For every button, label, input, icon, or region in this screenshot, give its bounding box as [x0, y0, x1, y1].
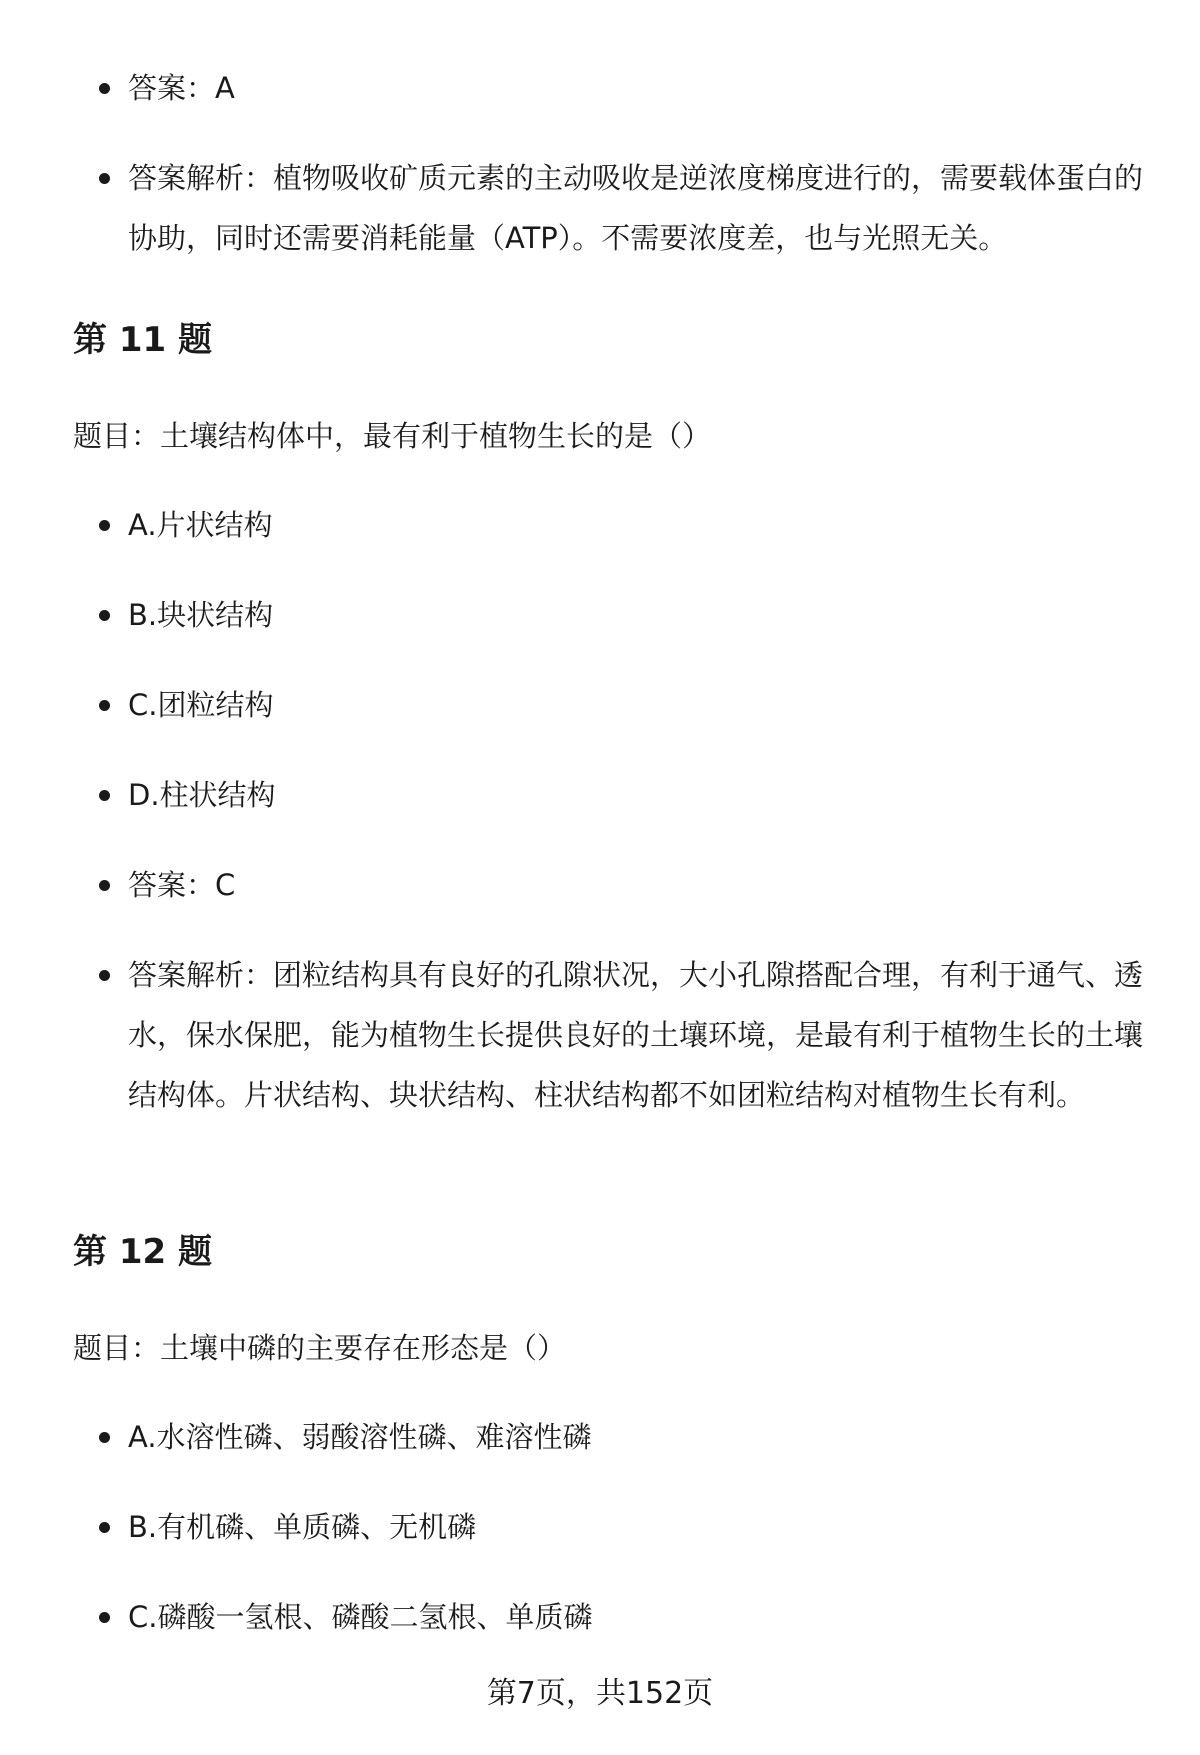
option-c: C.团粒结构 [73, 675, 1153, 735]
question-11-options [73, 495, 1153, 1125]
answer-item: 答案：C [73, 855, 1153, 915]
option-a: A.水溶性磷、弱酸溶性磷、难溶性磷 [73, 1407, 1153, 1467]
question-12-stem: 题目：土壤中磷的主要存在形态是（） [73, 1331, 567, 1365]
answer-item: 答案：A [73, 58, 1153, 118]
option-b: B.块状结构 [73, 585, 1153, 645]
question-11-title: 第 11 题 [73, 320, 212, 360]
question-12-title: 第 12 题 [73, 1232, 212, 1272]
page-footer: 第7页，共152页 [486, 1676, 714, 1711]
explanation-item: 答案解析：植物吸收矿质元素的主动吸收是逆浓度梯度进行的，需要载体蛋白的协助，同时还需要消耗能量（ATP）。不需要浓度差，也与光照无关。 [73, 148, 1153, 268]
option-b: B.有机磷、单质磷、无机磷 [73, 1497, 1153, 1557]
question-11-stem: 题目：土壤结构体中，最有利于植物生长的是（） [73, 419, 712, 453]
explanation-item: 答案解析：团粒结构具有良好的孔隙状况，大小孔隙搭配合理，有利于通气、透水，保水保肥，能为植物生长提供良好的土壤环境，是最有利于植物生长的土壤结构体。片状结构、块状结构、柱状结构都不如团粒结构对植物生长有利。 [73, 945, 1153, 1125]
option-d: D.柱状结构 [73, 765, 1153, 825]
question-12-options [73, 1407, 1153, 1647]
option-c: C.磷酸一氢根、磷酸二氢根、单质磷 [73, 1587, 1153, 1647]
prev-question-list [73, 58, 1153, 268]
option-a: A.片状结构 [73, 495, 1153, 555]
